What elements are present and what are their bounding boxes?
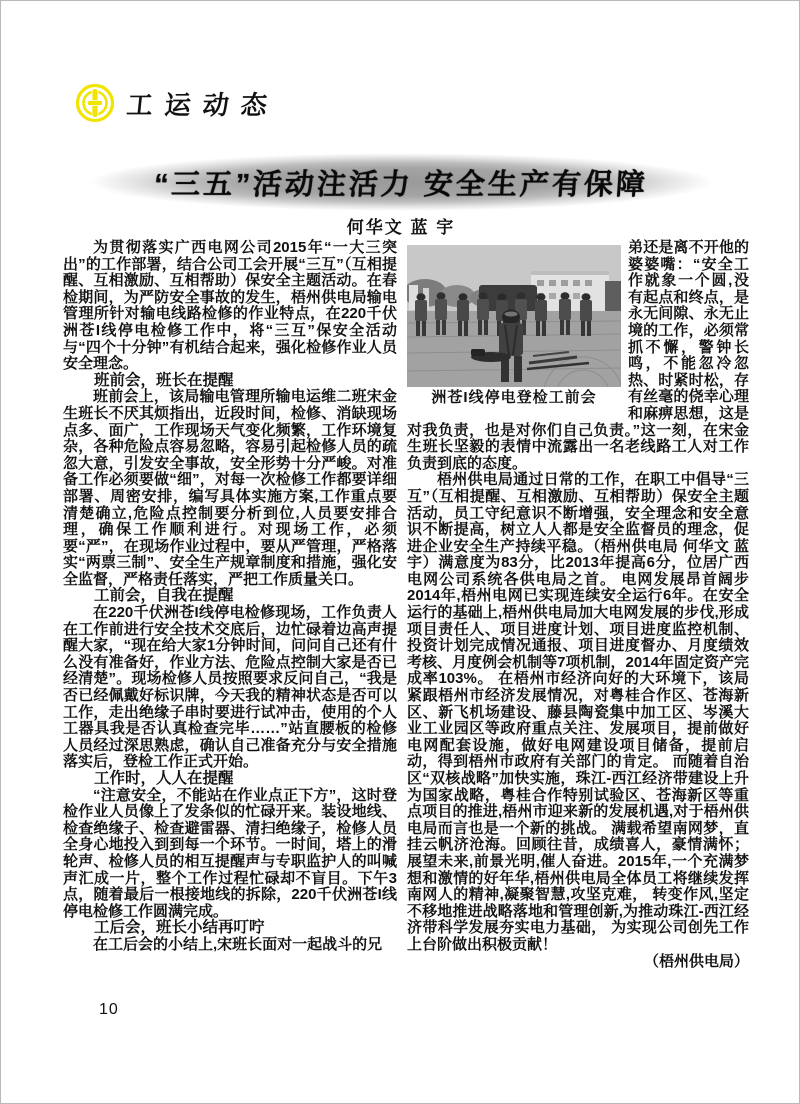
- photo-figure: [407, 245, 621, 407]
- trade-union-emblem-icon: [75, 83, 115, 123]
- article-title-banner: [89, 153, 713, 211]
- photo-caption: 洲苍I线停电登检工前会: [431, 389, 597, 406]
- paragraph: “注意安全，不能站在作业点正下方”，这时登检作业人员像上了发条似的忙碌开来。装设地线、检查绝缘子、检查避雷器、清扫绝缘子，检修人员全身心地投入到到每一个环节。一时间，塔上的滑轮声、检修人员的相互提醒声与专职监护人的叫喊声汇成一片，整个工作过程忙碌却不盲目。下午3点，随着最后一根接地线的拆除，220千伏洲苍I线停电检修工作圆满完成。: [63, 786, 397, 920]
- section-heading: 工作时，人人在提醒: [94, 770, 234, 787]
- section-heading: 工前会，自我在提醒: [94, 587, 234, 605]
- article-authors: 何华文 蓝 宇: [346, 218, 456, 237]
- left-column: [63, 240, 397, 954]
- article-title: “三五”活动注活力 安全生产有保障: [152, 168, 649, 201]
- page-number: 10: [99, 1001, 119, 1018]
- paragraph: 弟还是离不开他的婆婆嘴：“安全工作就象一个圆,没有起点和终点，是永无间隙、永无止境的工作，必须常抓不懈，警钟长鸣，不能忽冷忽热、时紧时松，存有丝毫的侥幸心理和麻痹思想，这是对我负责，也是对你们自己负责。”这一刻，在宋金生班长坚毅的表情中流露出一名老线路工人对工作负责到底的态度。: [407, 239, 749, 472]
- paragraph: 梧州供电局通过日常的工作，在职工中倡导“三互”（互相提醒、互相激励、互相帮助）保安全主题活动，员工守纪意识不断增强，安全理念和安全意识不断提高，树立人人都是安全监督员的理念，促进企业安全生产持续平稳。（梧州供电局 何华文 蓝宇）满意度为83分，比2013年提高6分，位居广西电网公司系统各供电局之首。 电网发展昂首阔步 2014年,梧州电网已实现连续安全运行6年。在安全运行的基础上,梧州供电局加大电网发展的步伐,形成项目责任人、项目进度计划、项目进度监控机制、投资计划完成情况通报、项目进度督办、月度绩效考核、月度例会机制等7项机制，2014年固定资产完成率103%。 在梧州市经济向好的大环境下，该局紧跟梧州市经济发展情况，对粤桂合作区、苍海新区、新飞机场建设、藤县陶瓷集中加工区、岑溪大业工业园区等政府重点关注、发展项目，提前做好电网配套设施，做好电网建设项目储备，提前启动，得到梧州市政府有关部门的肯定。 而随着自治区“双核战略”加快实施，珠江-西江经济带建设上升为国家战略，粤桂合作特别试验区、苍海新区等重点项目的推进,梧州市迎来新的发展机遇,对于梧州供电局而言也是一个新的挑战。 满载希望南网梦，直挂云帆济沧海。回顾往昔，成绩喜人，豪情满怀；展望未来,前景光明,催人奋进。2015年,一个充满梦想和激情的好年华,梧州供电局全体员工将继续发挥南网人的精神,凝聚智慧,攻坚克难， 转变作风,坚定不移地推进战略落地和管理创新,为推动珠江-西江经济带科学发展夯实电力基础， 为实现公司创先工作上台阶做出积极贡献！: [407, 471, 749, 953]
- worksite-photo: [407, 245, 621, 387]
- right-column: [407, 240, 749, 970]
- paragraph: 为贯彻落实广西电网公司2015年“一大三突出”的工作部署，结合公司工会开展“三互”（互相提醒、互相激励、互相帮助）保安全主题活动。在春检期间，为严防安全事故的发生，梧州供电局输电管理所针对输电线路检修的作业特点，在220千伏洲苍I线停电检修工作中，将“三互”保安全活动与“四个十分钟”有机结合起来，强化检修作业人员安全理念。: [63, 239, 397, 373]
- masthead-title: 工运动态: [125, 89, 281, 120]
- section-heading: 工后会，班长小结再叮咛: [94, 919, 265, 937]
- paragraph: 班前会上，该局输电管理所输电运维二班宋金生班长不厌其烦指出，近段时间，检修、消缺现场点多、面广，工作现场天气变化频繁，工作环境复杂，各种危险点容易忽略，容易引起检修人员的疏忽大意，引发安全事故，安全形势十分严峻。对准备工作必须要做“细”，对每一次检修工作都要详细部署、周密安排，编写具体实施方案,工作重点要清楚确立,危险点控制要分析到位,人员要安排合理，确保工作顺利进行。对现场工作，必须要“严”，在现场作业过程中，要从严管理，严格落实“两票三制”、安全生产规章制度和措施，强化安全监督，严格责任落实，严把工作质量关口。: [63, 388, 397, 588]
- masthead: [75, 83, 279, 123]
- attribution-line: （梧州供电局）: [643, 952, 749, 970]
- paragraph: 在220千伏洲苍I线停电检修现场，工作负责人在工作前进行安全技术交底后，边忙碌着边高声提醒大家，“现在给大家1分钟时间，问问自己还有什么没有准备好，作业方法、危险点控制大家是否已经清楚”。现场检修人员按照要求反问自己，“我是否已经佩戴好标识牌，今天我的精神状态是否可以工作，走出绝缘子串时要进行试冲击，使用的个人工器具我是否认真检查完毕……”站直腰板的检修人员经过深思熟虑，确认自己准备充分与安全措施落实后，登检工作正式开始。: [63, 604, 397, 771]
- paragraph: 在工后会的小结上,宋班长面对一起战斗的兄: [93, 935, 383, 953]
- section-heading: 班前会，班长在提醒: [94, 371, 234, 389]
